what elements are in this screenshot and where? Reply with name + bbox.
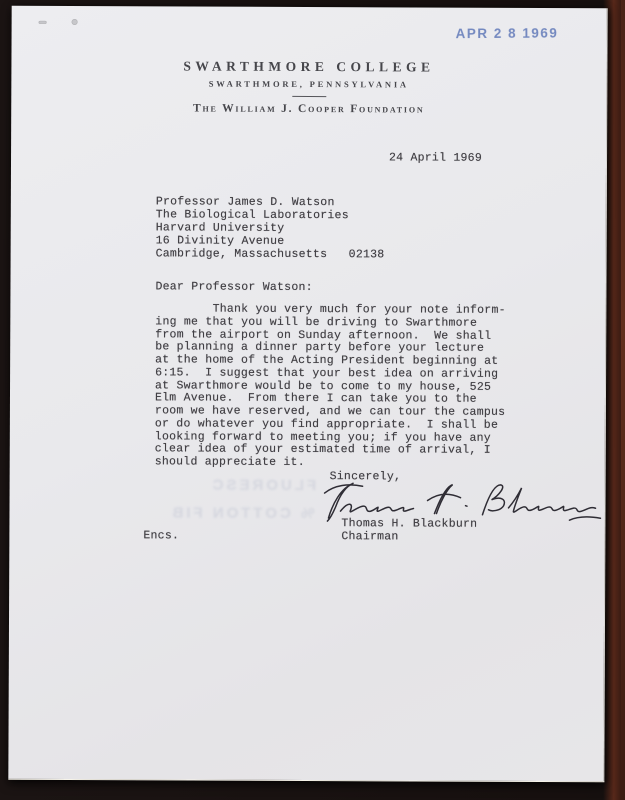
letterhead-college-name: SWARTHMORE COLLEGE — [183, 58, 435, 75]
received-date-stamp: APR 2 8 1969 — [455, 25, 559, 42]
letterhead — [11, 58, 606, 117]
letterhead-foundation-name: The William J. Cooper Foundation — [192, 102, 425, 116]
closing-line: Sincerely, — [329, 470, 402, 484]
backdrop-red-strip — [621, 0, 625, 800]
recipient-address: Professor James D. Watson The Biological Laboratories Harvard University 16 Divinity Avenue Cambridge, Massachusetts 02138 — [155, 195, 385, 262]
staple-hole — [72, 19, 78, 25]
paper-watermark-line2: % COTTON FIB — [169, 504, 315, 523]
salutation: Dear Professor Watson: — [155, 280, 313, 295]
enclosures-note: Encs. — [143, 529, 180, 543]
letter-paper — [8, 6, 607, 783]
paper-watermark-line1: FLUORESC — [209, 476, 317, 495]
letter-body: Thank you very much for your note inform- ing me that you will be driving to Swarthmore from the airport on Sunday afternoon. We shall be planning a dinner party before your lecture at the home of the Acting President beginning at 6:15. I suggest that your best idea on arriving at Swarthmore would be to come to my house, 525 Elm Avenue. From there I can take you to the room we have reserved, and we can tour the campus or do whatever you find appropriate. I shall be looking forward to meeting you; if you have any clear idea of your estimated time of arrival, I should appreciate it. — [154, 302, 506, 469]
typed-signer-title: Chairman — [341, 530, 399, 544]
typed-signer-name: Thomas H. Blackburn — [341, 517, 478, 531]
letterhead-college-location: SWARTHMORE, PENNSYLVANIA — [208, 78, 409, 90]
staple-mark — [39, 21, 47, 24]
letterhead-divider — [292, 96, 326, 97]
letter-date: 24 April 1969 — [389, 151, 483, 165]
